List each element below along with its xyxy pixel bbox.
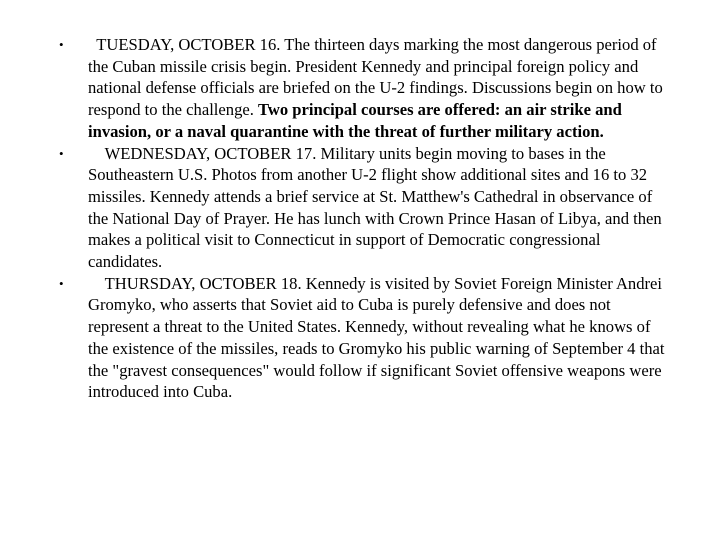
- bullet-item-wednesday: [56, 143, 668, 273]
- bullet-icon: •: [59, 145, 64, 161]
- bullet-icon: •: [59, 37, 64, 52]
- bullet-icon: •: [59, 275, 64, 291]
- bullet-text: THURSDAY, OCTOBER 18. Kennedy is visited by Soviet Foreign Minister Andrei Gromyko, who asserts that Soviet aid to Cuba is purely defensive and does not represent a threat to the United States. Kennedy, without revealing what he knows of the existence of the missiles, reads to Gromyko his public warning of September 4 that the "gravest consequences" would follow if significant Soviet offensive weapons were introduced into Cuba.: [88, 273, 669, 402]
- bullet-text: [88, 34, 668, 143]
- bullet-text: WEDNESDAY, OCTOBER 17. Military units begin moving to bases in the Southeastern U.S. Photos from another U-2 flight show additional sites and 16 to 32 missiles. Kennedy attends a brief service at St. Matthew's Cathedral in observance of the National Day of Prayer. He has lunch with Crown Prince Hasan of Libya, and then makes a political visit to Connecticut in support of Democratic congressional candidates.: [88, 143, 666, 272]
- timeline-bullet-list: [56, 34, 668, 403]
- bullet-lead-text: TUESDAY, OCTOBER 16. The thirteen days marking the most dangerous period of the Cuban missile crisis begin. President Kennedy and principal foreign policy and national defense officials are briefed on the U-2 findings. Discussions begin on how to respond to the challenge.: [88, 35, 667, 120]
- bullet-item-tuesday: [56, 34, 668, 143]
- bullet-emphasis-text: Two principal courses are offered: an air strike and invasion, or a naval quarantine with the threat of further military action.: [88, 100, 627, 141]
- bullet-item-thursday: [56, 273, 668, 403]
